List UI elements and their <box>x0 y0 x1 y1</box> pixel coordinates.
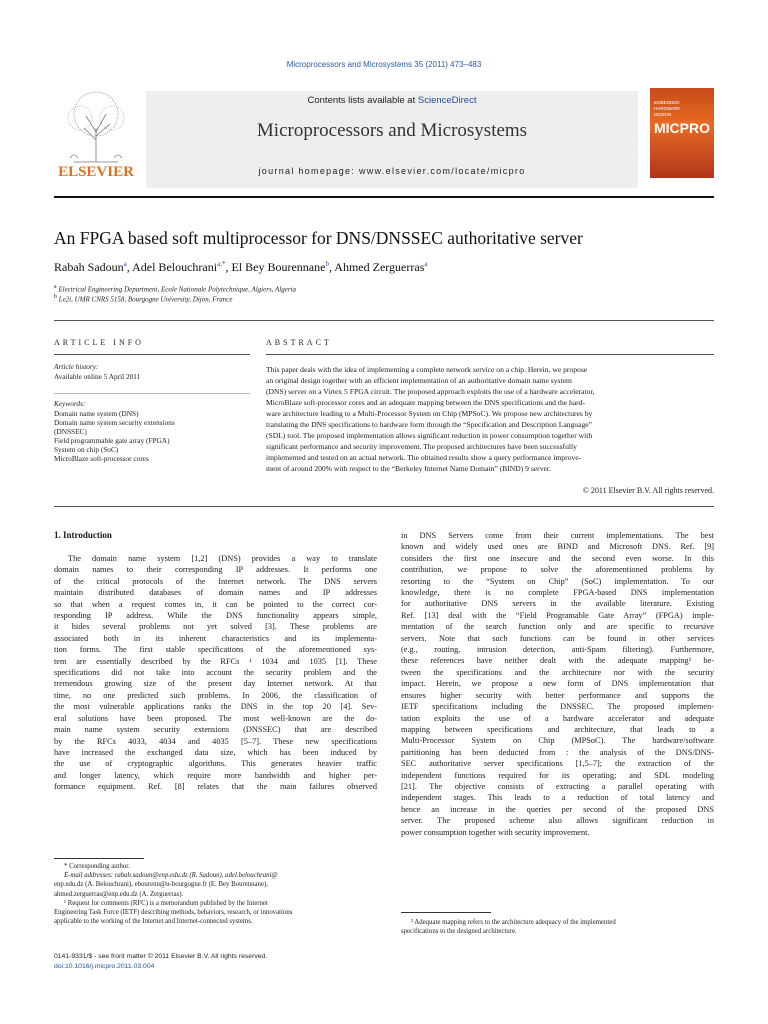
body-line: servers. Note that such functions can be found in other services <box>401 633 714 643</box>
footnote-line: specifications to the designed architecture. <box>401 928 517 936</box>
abstract-line: ware architecture leading to a Multi-Processor System on Chip (MPSoC). We propose new architectures by <box>266 409 593 418</box>
issn-line: 0141-9331/$ - see front matter © 2011 Elsevier B.V. All rights reserved. <box>54 953 268 960</box>
affiliation-a <box>54 284 296 293</box>
author-name: El Bey Bourennane <box>231 260 326 274</box>
section-heading-introduction: 1. Introduction <box>54 530 112 540</box>
body-line: partitioning has been deducted from : the analysis of the DNS/DNS- <box>401 747 714 757</box>
body-line: maintain distributed databases of domain names and IP addresses <box>54 588 377 598</box>
abstract-line: significant performance and security improvement. The proposed architectures have been successfully <box>266 442 577 451</box>
abstract-line: (DNS) server on a Virtex 5 FPGA circuit. The proposed approach exploits the use of a hardware accelerator, <box>266 387 595 396</box>
history-label: Article history: <box>54 362 99 371</box>
body-line: responding IP address. While the DNS functionality appears simple, <box>54 611 377 621</box>
footnote-line: ¹ Request for comments (RFC) is a memorandum published by the Internet <box>64 899 268 907</box>
body-line: mentation of the search function only and are specific to recursive <box>401 622 714 632</box>
body-line: specifications did not take into account the security problem and the <box>54 668 377 678</box>
abstract-line: implemented and tested on an actual network. The obtained results show a query performance improve- <box>266 453 582 462</box>
body-line: (e.g., routing, intrusion detection, anti-Spam filtering). Furthermore, <box>401 645 714 655</box>
body-line: considers the first one insecure and the second even worse. In this <box>401 553 714 563</box>
contents-line <box>146 95 638 106</box>
footnotes-left <box>54 862 377 926</box>
body-line: the most vulnerable applications ranks the DNS in the top 20 [4]. Sev- <box>54 702 377 712</box>
footnote-line: * Corresponding author. <box>64 863 130 870</box>
body-line: the use of cryptographic algorithms. This generates heavier traffic <box>54 759 377 769</box>
body-line: formance equipment. Ref. [8] relates that the main failures observed <box>54 782 377 792</box>
keyword: Field programmable gate array (FPGA) <box>54 436 170 445</box>
footnote-line: ² Adequate mapping refers to the architecture adequacy of the implemented <box>411 919 616 926</box>
abstract-line: an original design together with an efficient implementation of an authoritative domain name system <box>266 376 572 385</box>
affiliation-b <box>54 294 232 303</box>
body-line: tem are essentially described by the RFCs ¹ 1034 and 1035 [1]. These <box>54 656 377 666</box>
info-separator <box>54 393 250 394</box>
keyword: System on chip (SoC) <box>54 445 119 454</box>
body-line: tremendous growing size of the present day Internet network. At that <box>54 679 377 689</box>
title-divider <box>54 320 714 321</box>
body-line: it hides several problems not yet solved [3]. These problems are <box>54 622 377 632</box>
paper-title: An FPGA based soft multiprocessor for DNS/DNSSEC authoritative server <box>54 228 583 248</box>
doi-link[interactable]: doi:10.1016/j.micpro.2011.03.004 <box>54 963 155 970</box>
body-line: Multi-Processor System on Chip (MPSoC). The hardware/software <box>401 736 714 746</box>
elsevier-tree-logo <box>56 88 136 164</box>
intro-left-column <box>54 553 377 793</box>
article-info-label: ARTICLE INFO <box>54 338 144 347</box>
footnote-line[interactable]: ahmed.zerguerras@enp.edu.dz (A. Zerguerras). <box>54 890 184 898</box>
body-line: The domain name system [1,2] (DNS) provides a way to translate <box>68 554 377 563</box>
body-line: these references have neither dealt with the adequate mapping² be- <box>401 656 714 666</box>
sciencedirect-link[interactable]: ScienceDirect <box>417 95 477 106</box>
abstract-line: ment of around 200% with respect to the “Berkeley Internet Name Domain” (BIND) 9 server. <box>266 464 551 473</box>
intro-right-column <box>401 530 714 838</box>
body-line: independent functions required for its operating; and SDL modeling <box>401 770 714 780</box>
history-value: Available online 5 April 2011 <box>54 372 141 381</box>
body-line: contribution, we propose to solve the aforementioned problems by <box>401 565 714 575</box>
body-line: and longer latency, which require more bandwidth and higher per- <box>54 770 377 780</box>
body-line: known and widely used ones are BIND and Microsoft DNS. Ref. [9] <box>401 542 714 552</box>
cover-small-text: EMBEDDED HARDWARE DESIGN <box>654 100 681 117</box>
header-divider <box>54 196 714 198</box>
cover-title: MICPRO <box>654 120 710 136</box>
body-line: of the critical protocols of the Internet network. The DNS servers <box>54 576 377 586</box>
body-line: mapping between specifications and architecture, that leads to a <box>401 724 714 734</box>
body-line: by the RFCs 4033, 4034 and 4035 [5–7]. These new specifications <box>54 736 377 746</box>
body-line: SEC authoritative server specifications [1,5–7]; the extraction of the <box>401 759 714 769</box>
affil-mark: b <box>54 294 57 300</box>
body-line: tween the specifications and the architecture nor with the security <box>401 667 714 677</box>
body-line: server. The proposed scheme also allows significant reduction in <box>401 816 714 826</box>
journal-citation[interactable]: Microprocessors and Microsystems 35 (2011) 473–483 <box>286 60 482 69</box>
journal-homepage[interactable]: journal homepage: www.elsevier.com/locate/micpro <box>258 166 526 176</box>
affil-text: Le2i, UMR CNRS 5158, Bourgogne University, Dijon, France <box>58 295 233 304</box>
footnote-line: Engineering Task Force (IETF) describing methods, behaviors, research, or innovations <box>54 909 293 917</box>
body-line: time, no one predicted such problems. In 2006, the classification of <box>54 690 377 700</box>
body-line: domain names to their corresponding IP addresses. It performs one <box>54 565 377 575</box>
abstract-line: translating the DNS specifications to hardware form through the “Specification and Description Language” <box>266 420 593 429</box>
affil-text: Electrical Engineering Department, Ecole Nationale Polytechnique, Algiers, Algeria <box>58 285 297 294</box>
keyword-list <box>54 409 175 463</box>
abstract-label: ABSTRACT <box>266 338 332 347</box>
body-line: tion forms. The first stable specifications of the aforementioned sys- <box>54 645 377 655</box>
article-info-rule <box>54 354 250 355</box>
footnote-rule-right <box>401 912 491 913</box>
abstract-line: (SDL) tool. The proposed implementation allows significant reduction in power consumption together with <box>266 431 593 440</box>
body-line: power consumption together with security improvement. <box>401 827 590 837</box>
body-line: associated both in its inherent characteristics and its implementa- <box>54 633 377 643</box>
body-line: have increased the exchanged data size, which has been induced by <box>54 747 377 757</box>
body-line: eral solutions have been proposed. The most well-known are the do- <box>54 713 377 723</box>
body-line: independent stages. This leads to a reduction of total latency and <box>401 793 714 803</box>
body-line: hence an increase in the queries per second of the proposed DNS <box>401 804 714 814</box>
front-matter-meta <box>54 952 267 972</box>
author-affil-mark[interactable]: a,* <box>217 260 226 268</box>
author-affil-mark[interactable]: a <box>123 260 127 268</box>
copyright-line: © 2011 Elsevier B.V. All rights reserved. <box>582 486 714 495</box>
footnote-line[interactable]: E-mail addresses: rabah.sadoun@enp.edu.dz (R. Sadoun), adel.belouchrani@ <box>64 872 278 880</box>
body-line: ensures higher security with better performance and supports the <box>401 690 714 700</box>
body-line: in DNS Servers come from their current implementations. The best <box>401 531 714 540</box>
body-line: Ref. [13] deal with the “Field Programable Gate Array” (FPGA) imple- <box>401 610 714 620</box>
footnote-line[interactable]: enp.edu.dz (A. Belouchrani), ebourenn@u-bourgogne.fr (E. Bey Bourennane), <box>54 881 268 889</box>
abstract-line: MicroBlaze soft-processor cores and an adequate mapping between the DNS specifications and the hard- <box>266 398 586 407</box>
body-line: knowledge, there is no complete FPGA-based DNS implementation <box>401 588 714 598</box>
body-line: for authoritative DNS servers in the available literature. Existing <box>401 599 714 609</box>
abstract-divider <box>54 506 714 507</box>
body-line: [21]. The objective consists of extracting a parallel operating with <box>401 781 714 791</box>
body-line: resorting to the “System on Chip” (SoC) implementation. To our <box>401 576 714 586</box>
body-line: main name system security extensions (DNSSEC) that are described <box>54 725 377 735</box>
author-list: Rabah Sadoun$^a$, Adel Belouchrani$^{a,*}$, El Bey Bourennane$^b$, Ahmed Zerguerras$^a$ <box>54 260 428 274</box>
keyword: Domain name system (DNS) <box>54 409 139 418</box>
abstract-line: This paper deals with the idea of implementing a complete network service on a chip. Herein, we propose <box>266 365 588 374</box>
footnotes-right <box>401 918 714 936</box>
affil-mark: a <box>54 284 57 290</box>
body-line: tation exploits the use of a hardware accelerator and adequate <box>401 713 714 723</box>
abstract-rule <box>266 354 714 355</box>
author-name: Rabah Sadoun <box>54 260 124 274</box>
abstract-body <box>266 364 714 474</box>
author-affil-mark[interactable]: b <box>325 260 329 268</box>
keyword: MicroBlaze soft-processor cores <box>54 454 149 463</box>
body-line: so that when a request comes in, it can be pointed to the correct cor- <box>54 599 377 609</box>
footnote-line: applicable to the working of the Internet and Internet-connected systems. <box>54 918 253 926</box>
journal-title: Microprocessors and Microsystems <box>256 120 528 141</box>
keyword: (DNSSEC) <box>54 427 87 436</box>
author-name: Ahmed Zerguerras <box>334 260 425 274</box>
author-affil-mark[interactable]: a <box>424 260 428 268</box>
keyword: Domain name system security extensions <box>54 418 175 427</box>
keywords-label: Keywords: <box>54 399 86 408</box>
footnote-rule-left <box>54 858 144 859</box>
body-line: impact. Herein, we propose a new form of DNS implementation that <box>401 679 714 689</box>
author-name: Adel Belouchrani <box>132 260 218 274</box>
elsevier-logo-text: ELSEVIER <box>58 164 134 180</box>
body-line: IETF specifications including the DNSSEC. The proposed implemen- <box>401 702 714 712</box>
contents-prefix: Contents lists available at <box>307 95 418 106</box>
